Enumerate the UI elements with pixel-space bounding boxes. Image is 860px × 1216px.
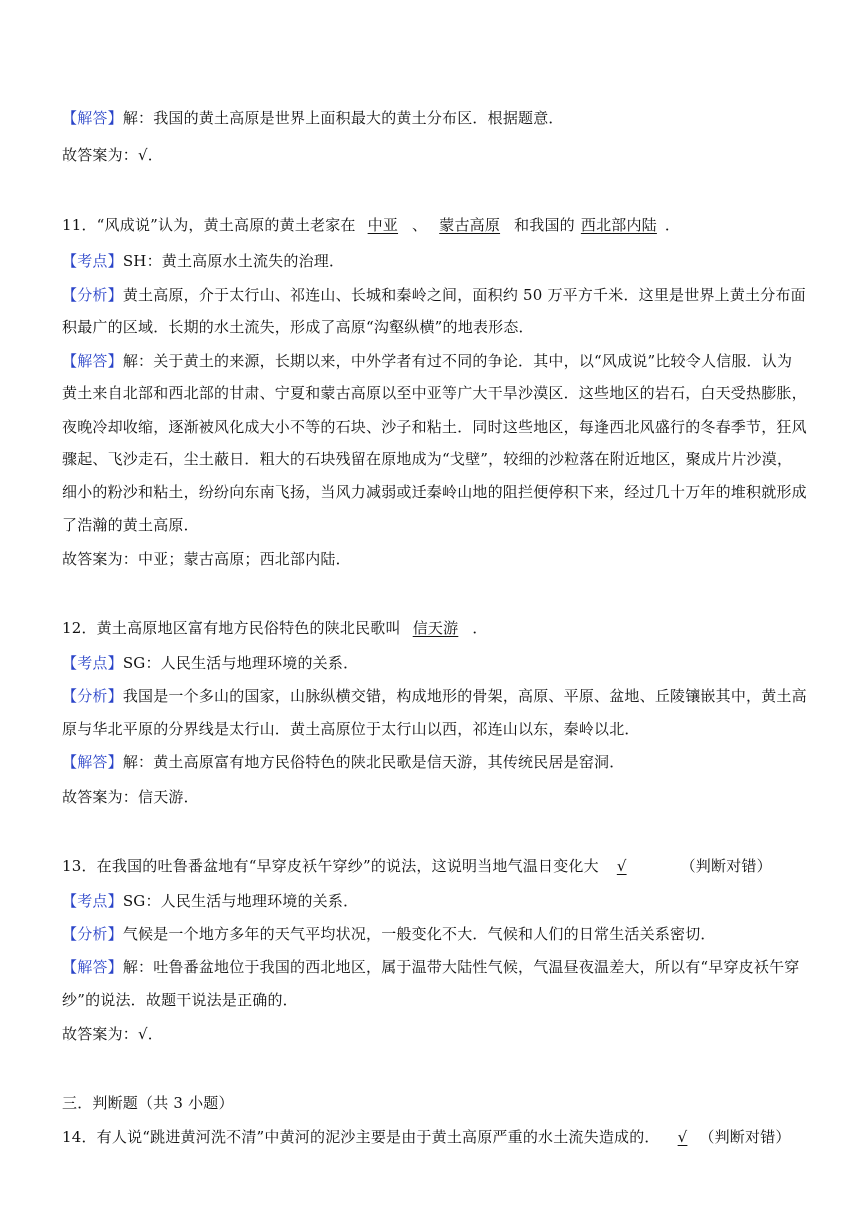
section-heading: 三．判断题（共 3 小题） — [62, 1094, 234, 1112]
question-12 — [62, 618, 812, 638]
question-text: 14．有人说“跳进黄河洗不清”中黄河的泥沙主要是由于黄土高原严重的水土流失造成的． — [62, 1128, 660, 1146]
judge-note: （判断对错） — [699, 1128, 791, 1146]
point-text: SG：人民生活与地理环境的关系． — [122, 892, 359, 910]
answer-tag: 【解答】 — [62, 958, 123, 976]
answer-blank: 中亚 — [367, 216, 399, 234]
answer-blank: √ — [616, 857, 627, 875]
separator: 、 — [412, 216, 428, 234]
answer-text: 细小的粉沙和粘土，纷纷向东南飞扬，当风力减弱或迁秦岭山地的阻拦便停积下来，经过几十万年的堆积就形成 — [62, 483, 807, 501]
analysis-text: 我国是一个多山的国家，山脉纵横交错，构成地形的骨架，高原、平原、盆地、丘陵镶嵌其中，黄土高 — [122, 687, 807, 705]
point-line — [62, 653, 812, 673]
point-text: SG：人民生活与地理环境的关系． — [122, 654, 359, 672]
answer-tag: 【解答】 — [62, 352, 123, 370]
question-text: 13．在我国的吐鲁番盆地有“早穿皮袄午穿纱”的说法，这说明当地气温日变化大 — [62, 857, 599, 875]
analysis-line — [62, 285, 812, 305]
point-line — [62, 251, 812, 271]
answer-text: 黄土来自北部和西北部的甘肃、宁夏和蒙古高原以至中亚等广大干旱沙漠区．这些地区的岩石，白天受热膨胀， — [62, 384, 807, 402]
answer-blank: 西北部内陆 — [580, 216, 657, 234]
answer-line — [62, 752, 812, 772]
answer-blank: 蒙古高原 — [439, 216, 501, 234]
point-tag: 【考点】 — [62, 892, 123, 910]
answer-text: 骤起、飞沙走石，尘土蔽日．粗大的石块残留在原地成为“戈壁”，较细的沙粒落在附近地区，聚成片片沙漠， — [62, 450, 793, 468]
point-text: SH：黄土高原水土流失的治理． — [122, 252, 345, 270]
analysis-line — [62, 686, 812, 706]
answer-line — [62, 108, 812, 128]
analysis-tag: 【分析】 — [62, 687, 123, 705]
analysis-text: 气候是一个地方多年的天气平均状况，一般变化不大．气候和人们的日常生活关系密切． — [122, 925, 716, 943]
final-answer: 故答案为：√． — [62, 146, 163, 164]
answer-text: 解：吐鲁番盆地位于我国的西北地区，属于温带大陆性气候，气温昼夜温差大，所以有“早穿皮袄午穿 — [122, 958, 800, 976]
analysis-tag: 【分析】 — [62, 925, 123, 943]
answer-text: 解：我国的黄土高原是世界上面积最大的黄土分布区．根据题意． — [122, 109, 564, 127]
answer-text: 了浩瀚的黄土高原． — [62, 516, 199, 534]
question-13 — [62, 856, 812, 876]
answer-text: 夜晚冷却收缩，逐渐被风化成大小不等的石块、沙子和粘土．同时这些地区，每逢西北风盛行的冬春季节，狂风 — [62, 418, 807, 436]
answer-blank: 信天游 — [412, 619, 459, 637]
analysis-text: 黄土高原，介于太行山、祁连山、长城和秦岭之间，面积约 50 万平方千米．这里是世界上黄土分布面 — [122, 286, 806, 304]
analysis-text: 原与华北平原的分界线是太行山．黄土高原位于太行山以西，祁连山以东，秦岭以北． — [62, 720, 640, 738]
analysis-tag: 【分析】 — [62, 286, 123, 304]
question-text: 11．“风成说”认为，黄土高原的黄土老家在 — [62, 216, 356, 234]
answer-text: 纱”的说法．故题干说法是正确的． — [62, 991, 298, 1009]
point-tag: 【考点】 — [62, 654, 123, 672]
final-answer: 故答案为：信天游． — [62, 788, 199, 806]
final-answer: 故答案为：√． — [62, 1025, 163, 1043]
question-end: ． — [664, 216, 681, 234]
question-end: ． — [472, 619, 488, 637]
answer-tag: 【解答】 — [62, 753, 123, 771]
judge-note: （判断对错） — [680, 857, 772, 875]
answer-line — [62, 957, 812, 977]
question-11 — [62, 215, 812, 235]
final-answer: 故答案为：中亚；蒙古高原；西北部内陆． — [62, 550, 351, 568]
answer-text: 解：关于黄土的来源，长期以来，中外学者有过不同的争论．其中，以“风成说”比较令人信服．认为 — [122, 352, 793, 370]
question-text: 和我国的 — [514, 216, 575, 234]
point-line — [62, 891, 812, 911]
analysis-text: 积最广的区域．长期的水土流失，形成了高原“沟壑纵横”的地表形态． — [62, 318, 534, 336]
answer-tag: 【解答】 — [62, 109, 123, 127]
answer-line — [62, 351, 812, 371]
question-14 — [62, 1127, 812, 1147]
question-text: 12．黄土高原地区富有地方民俗特色的陕北民歌叫 — [62, 619, 401, 637]
answer-text: 解：黄土高原富有地方民俗特色的陕北民歌是信天游，其传统民居是窑洞． — [122, 753, 625, 771]
point-tag: 【考点】 — [62, 252, 123, 270]
analysis-line — [62, 924, 812, 944]
answer-blank: √ — [677, 1128, 688, 1146]
